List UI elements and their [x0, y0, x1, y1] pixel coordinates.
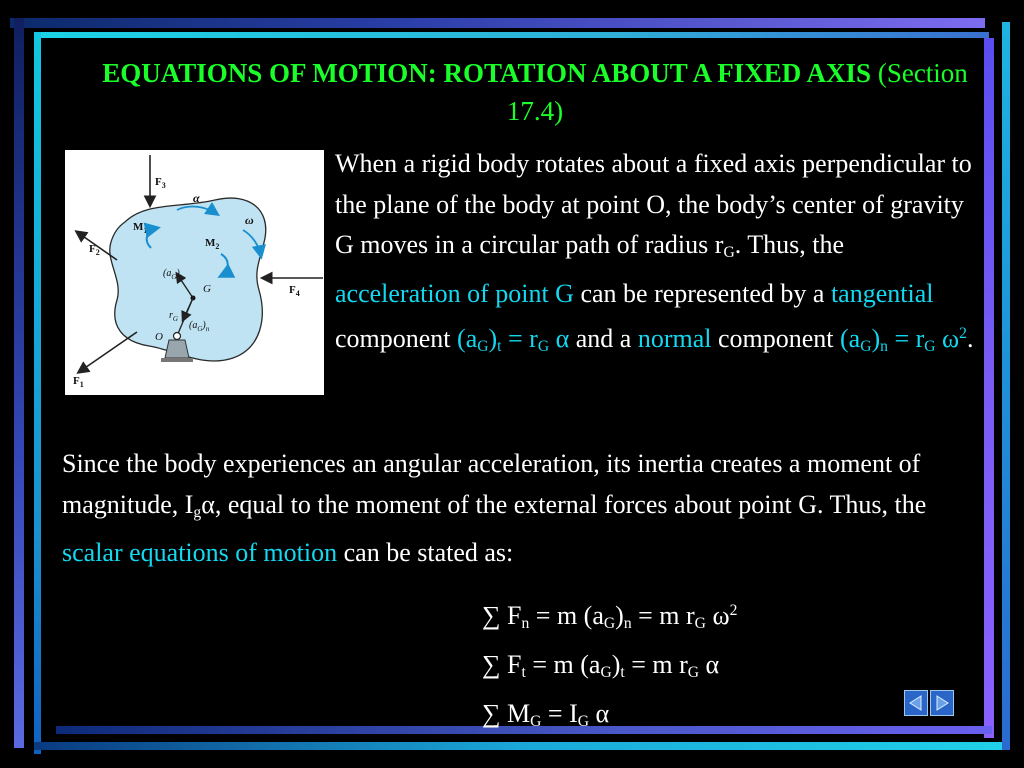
label-g: G [203, 283, 211, 295]
equations-block [482, 590, 737, 742]
svg-text:(aG)n: $(a_G)_n$ [189, 320, 210, 333]
triangle-left-icon [907, 694, 925, 712]
equation-moment: ∑ $M_G = I_G$ α [482, 699, 610, 730]
pin-support [165, 340, 189, 358]
label-f3: F [155, 176, 162, 188]
equation-normal: ∑ $F_n = m$ $(a_G)_n = m$ $r_G$ $\omega^2$ [482, 601, 738, 632]
next-slide-button[interactable] [930, 690, 954, 716]
highlight-normal: normal [637, 324, 712, 353]
highlight-scalar-equations: scalar equations of motion [62, 538, 338, 567]
svg-text:F4 [289, 284, 300, 298]
previous-slide-button[interactable] [904, 690, 928, 716]
svg-text:rG: $r_G$ [169, 310, 178, 323]
highlight-tangential: tangential [830, 278, 934, 308]
frame-right-accent [1002, 22, 1010, 750]
normal-equation: $(a_G)_n = r_G$ $\omega^2$ [840, 324, 967, 355]
label-alpha: α [193, 191, 200, 205]
frame-left-bar [14, 18, 24, 748]
title-main: EQUATIONS OF MOTION: ROTATION ABOUT A FIXED AXIS [102, 58, 872, 88]
svg-text:F2 [89, 243, 100, 257]
frame-left-accent [34, 32, 41, 754]
pin-base [161, 358, 193, 362]
label-omega: ω [245, 213, 254, 227]
label-m1-sub: 1 [143, 226, 148, 235]
frame-right-bar [984, 38, 994, 738]
pivot-point [174, 333, 181, 340]
label-f1-sub: 1 [79, 380, 84, 389]
inertia-paragraph: Since the body experiences an angular acceleration, its inertia creates a moment of magnitude, $I_g\alpha$, equal to the moment of the external forces about point G. Thus, the scalar equations of motion can be stated as: [62, 449, 927, 567]
force-f1-arrow [79, 332, 137, 372]
label-f1: F [73, 375, 80, 387]
label-o: O [155, 331, 163, 343]
frame-top-accent [34, 32, 989, 38]
label-m2: M [205, 237, 216, 249]
frame-bottom-accent [34, 742, 1002, 750]
slide-title [100, 54, 970, 130]
label-m2-sub: 2 [215, 242, 220, 251]
title-section: (Section 17.4) [506, 58, 968, 126]
label-f4-sub: 4 [295, 289, 300, 298]
label-f3-sub: 3 [161, 181, 166, 190]
tangential-equation: $(a_G)_t = r_G$ α [457, 324, 570, 355]
frame-top-bar [10, 18, 985, 28]
label-f4: F [289, 284, 296, 296]
equation-tangential: ∑ $F_t = m$ $(a_G)_t = m$ $r_G$ α [482, 650, 720, 681]
svg-text:F1 [73, 375, 84, 389]
slide-navigation [904, 690, 956, 716]
triangle-right-icon [933, 694, 951, 712]
label-m1: M [133, 221, 144, 233]
highlight-acceleration: acceleration of point G [335, 278, 574, 308]
rigid-body-diagram [65, 150, 324, 395]
svg-text:(aG)t: $(a_G)_t$ [163, 268, 182, 281]
svg-text:F3 [155, 176, 166, 190]
label-f2: F [89, 243, 96, 255]
intro-paragraph: When a rigid body rotates about a fixed axis perpendicular to the plane of the body at point O, the body’s center of gravity G moves in a circular path of radius $r_G$. Thus, the acceleration of point G can be represented by a tangential component $(a_G)_t = r_G$ α and a normal component $(a_G)_n = r_G$ $\omega^2$. [335, 149, 974, 355]
rigid-body-figure [65, 150, 324, 395]
label-f2-sub: 2 [95, 248, 100, 257]
